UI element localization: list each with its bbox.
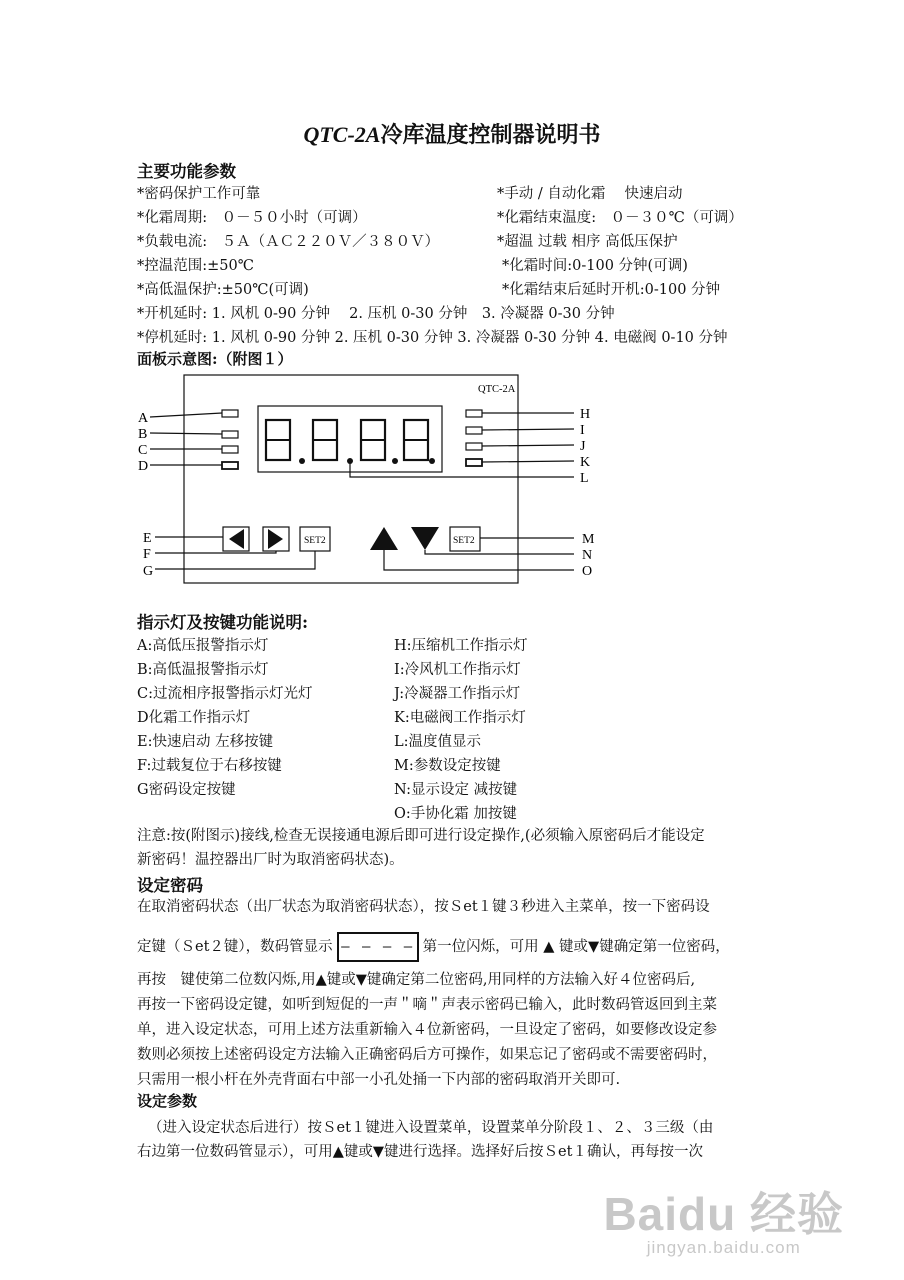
password-display-box: – – – – <box>337 932 419 962</box>
password-line-7: 只需用一根小杆在外壳背面右中部一小孔处捅一下内部的密码取消开关即可. <box>137 1072 621 1088</box>
legend-heading: 指示灯及按键功能说明: <box>137 613 309 632</box>
password-line-6: 数则必须按上述密码设定方法输入正确密码后方可操作，如果忘记了密码或不需要密码时， <box>137 1047 717 1063</box>
legend-right-item: N:显示设定 减按键 <box>394 782 518 798</box>
panel-label-right: J <box>580 439 586 454</box>
model-name: QTC-2A <box>303 122 381 147</box>
panel-label-right: K <box>580 455 591 470</box>
panel-label-right: I <box>580 423 585 438</box>
panel-label-right: H <box>580 407 591 422</box>
legend-left-item: G密码设定按键 <box>137 782 236 798</box>
legend-right-item: L:温度值显示 <box>394 734 482 750</box>
led-i <box>466 427 482 434</box>
param-right-3: *超温 过载 相序 高低压保护 <box>497 234 678 250</box>
set-button-label-1: SET2 <box>304 536 326 546</box>
panel-label-left: A <box>138 411 149 426</box>
start-delay-line: *开机延时: 1. 风机 0-90 分钟 2. 压机 0-30 分钟 3. 冷凝器 0-30 分钟 <box>137 306 615 322</box>
legend-right-item: J:冷凝器工作指示灯 <box>394 686 521 702</box>
panel-label-right: M <box>582 532 595 547</box>
legend-right-item: K:电磁阀工作指示灯 <box>394 710 526 726</box>
password-line-5: 单，进入设定状态，可用上述方法重新输入４位新密码，一旦设定了密码，如要修改设定参 <box>137 1022 717 1038</box>
params-line-2: 右边第一位数码管显示），可用▲键或▼键进行选择。选择好后按Ｓet１确认，再每按一次 <box>137 1144 703 1160</box>
panel-label-left: C <box>138 443 148 458</box>
legend-right-item: H:压缩机工作指示灯 <box>394 638 528 654</box>
panel-label-left: F <box>143 547 151 562</box>
password-line-4: 再按一下密码设定键，如听到短促的一声＂嘀＂声表示密码已输入，此时数码管返回到主菜 <box>137 997 717 1013</box>
watermark-url: jingyan.baidu.com <box>646 1238 801 1257</box>
watermark-logo: Baidu 经验 <box>603 1188 844 1240</box>
led-b <box>222 431 238 438</box>
legend-left-item: A:高低压报警指示灯 <box>137 638 269 654</box>
legend-left-item: D化霜工作指示灯 <box>137 710 251 726</box>
password-line-2: 定键（Ｓet２键），数码管显示 – – – – 第一位闪烁，可用 ▲ 键或▼键确定第一位密码， <box>137 932 730 962</box>
led-j <box>466 443 482 450</box>
password-heading: 设定密码 <box>137 876 203 895</box>
legend-left-item: F:过载复位于右移按键 <box>137 758 282 774</box>
note-line-2: 新密码！温控器出厂时为取消密码状态)。 <box>137 852 404 868</box>
left-arrow-icon <box>229 529 244 549</box>
baidu-watermark <box>603 1178 844 1258</box>
param-left-1: *密码保护工作可靠 <box>137 186 261 202</box>
title-text: 冷库温度控制器说明书 <box>380 122 601 148</box>
panel-model-label: QTC-2A <box>478 384 516 395</box>
panel-label-left: E <box>143 531 152 546</box>
panel-heading: 面板示意图:（附图１） <box>137 350 293 368</box>
stop-delay-line: *停机延时: 1. 风机 0-90 分钟 2. 压机 0-30 分钟 3. 冷凝器 0-30 分钟 4. 电磁阀 0-10 分钟 <box>137 330 728 346</box>
param-left-5: *高低温保护:±50℃(可调) <box>137 282 309 298</box>
set-button-label-2: SET2 <box>453 536 475 546</box>
param-right-1: *手动 / 自动化霜 快速启动 <box>497 186 683 202</box>
panel-label-left: G <box>143 564 154 579</box>
password-line-1: 在取消密码状态（出厂状态为取消密码状态），按Ｓet１键３秒进入主菜单，按一下密码设 <box>137 899 710 915</box>
legend-left-item: C:过流相序报警指示灯光灯 <box>137 686 313 702</box>
down-arrow-icon <box>411 527 439 550</box>
legend-left-item: B:高低温报警指示灯 <box>137 662 269 678</box>
led-a <box>222 410 238 417</box>
param-right-2: *化霜结束温度: ０－３０℃（可调） <box>497 210 743 226</box>
legend-right-item: I:冷风机工作指示灯 <box>394 662 521 678</box>
led-k <box>466 459 482 466</box>
panel-label-left: B <box>138 427 148 442</box>
panel-label-right: N <box>582 548 593 563</box>
led-d <box>222 462 238 469</box>
panel-label-right: L <box>580 471 589 486</box>
led-c <box>222 446 238 453</box>
panel-label-left: D <box>138 459 149 474</box>
note-line-1: 注意:按(附图示)接线,检查无误接通电源后即可进行设定操作,(必须输入原密码后才能设定 <box>137 828 705 844</box>
right-arrow-icon <box>268 529 283 549</box>
panel-diagram <box>0 0 904 600</box>
up-arrow-icon <box>370 527 398 550</box>
param-left-4: *控温范围:±50℃ <box>137 258 254 274</box>
param-right-4: *化霜时间:0-100 分钟(可调) <box>502 258 688 274</box>
legend-right-item: O:手协化霜 加按键 <box>394 806 517 822</box>
param-left-2: *化霜周期: ０－５０小时（可调） <box>137 210 367 226</box>
params-heading: 设定参数 <box>137 1092 198 1110</box>
param-right-5: *化霜结束后延时开机:0-100 分钟 <box>502 282 721 298</box>
legend-right-item: M:参数设定按键 <box>394 758 501 774</box>
legend-left-item: E:快速启动 左移按键 <box>137 734 274 750</box>
led-h <box>466 410 482 417</box>
panel-label-right: O <box>582 564 593 579</box>
password-line-3: 再按 键使第二位数闪烁,用▲键或▼键确定第二位密码,用同样的方法输入好４位密码后, <box>137 972 696 988</box>
param-left-3: *负载电流: ５Ａ（ＡＣ２２０Ｖ／３８０Ｖ） <box>137 234 440 250</box>
params-line-1: （进入设定状态后进行）按Ｓet１键进入设置菜单，设置菜单分阶段１、２、３三级（由 <box>148 1120 714 1136</box>
main-params-heading: 主要功能参数 <box>137 162 236 181</box>
